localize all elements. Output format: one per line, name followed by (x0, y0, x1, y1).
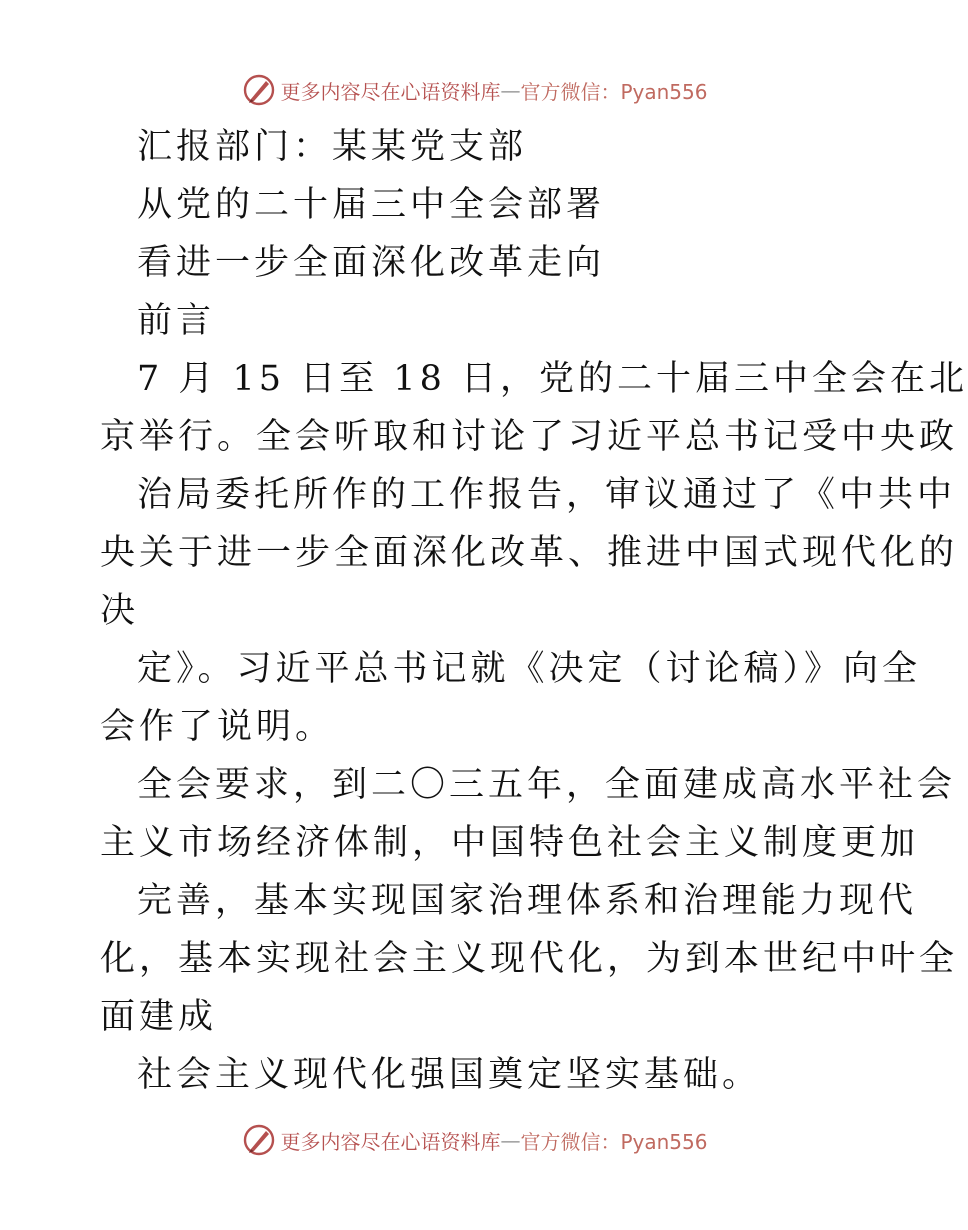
paragraph-line: 会作了说明。 (100, 707, 335, 747)
paragraph-line: 决 (100, 591, 140, 631)
header-banner (0, 70, 950, 110)
banner-prefix: 更多内容尽在心语资料库 (280, 79, 501, 104)
paragraph-line: 化，基本实现社会主义现代化，为到本世纪中叶全 (100, 939, 959, 979)
paragraph-line: 央关于进一步全面深化改革、推进中国式现代化的 (100, 533, 959, 573)
quill-logo-icon (242, 1123, 276, 1157)
quill-logo-icon (242, 73, 276, 107)
banner-prefix: 更多内容尽在心语资料库 (280, 1129, 501, 1154)
paragraph-line: 面建成 (100, 997, 218, 1037)
footer-banner (0, 1120, 950, 1160)
report-department: 汇报部门：某某党支部 (137, 127, 528, 167)
document-title-line-1: 从党的二十届三中全会部署 (137, 185, 606, 225)
banner-separator: — (500, 78, 521, 102)
preface-heading: 前言 (137, 301, 216, 341)
paragraph-line: 治局委托所作的工作报告，审议通过了《中共中 (137, 475, 957, 515)
document-body (100, 118, 968, 1104)
banner-separator: — (500, 1128, 521, 1152)
paragraph-line: 主义市场经济体制，中国特色社会主义制度更加 (100, 823, 920, 863)
paragraph-line: 定》。习近平总书记就《决定（讨论稿）》向全 (137, 649, 922, 689)
paragraph-line: 完善，基本实现国家治理体系和治理能力现代 (137, 881, 918, 921)
banner-wechat: 官方微信：Pyan556 (520, 79, 708, 104)
paragraph-line: 全会要求，到二〇三五年，全面建成高水平社会 (137, 765, 957, 805)
paragraph-line: 社会主义现代化强国奠定坚实基础。 (137, 1055, 762, 1095)
document-title-line-2: 看进一步全面深化改革走向 (137, 243, 606, 283)
paragraph-line: 京举行。全会听取和讨论了习近平总书记受中央政 (100, 417, 959, 457)
paragraph-line: 7 月 15 日至 18 日，党的二十届三中全会在北 (137, 359, 968, 399)
banner-wechat: 官方微信：Pyan556 (520, 1129, 708, 1154)
